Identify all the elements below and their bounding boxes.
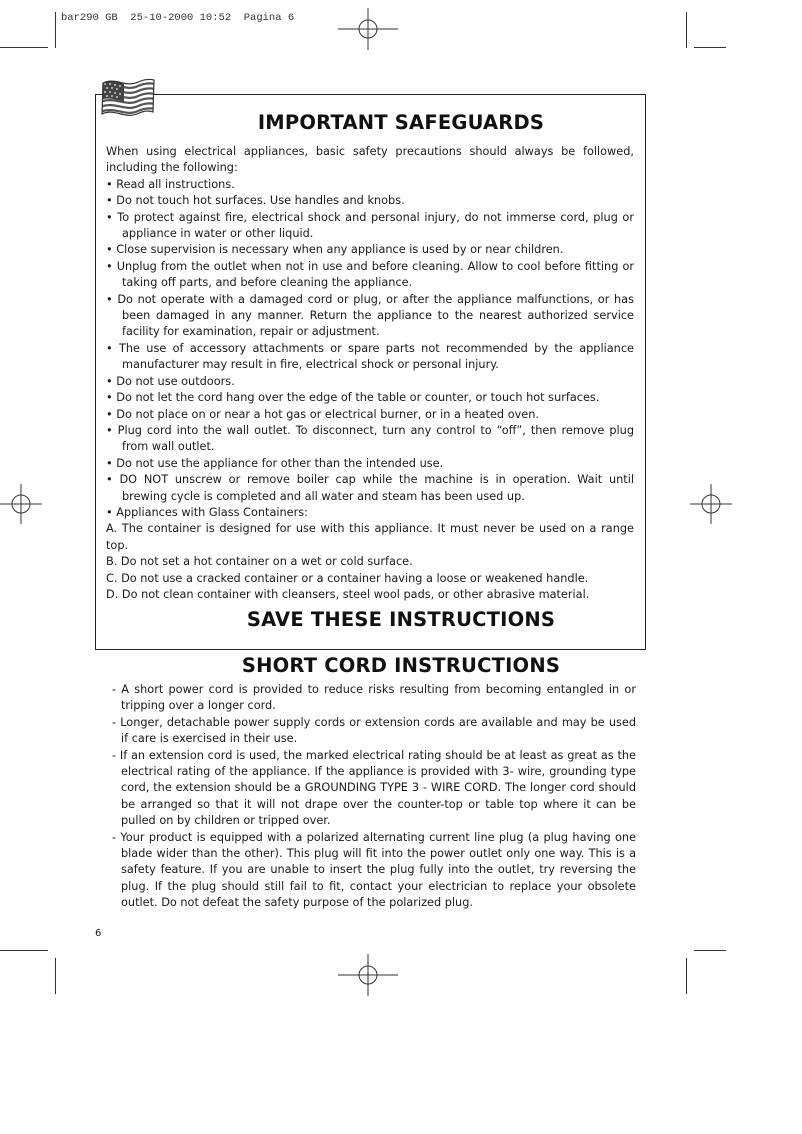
safeguard-item: • Close supervision is necessary when any appliance is used by or near children. <box>106 243 564 257</box>
safeguard-item: • DO NOT unscrew or remove boiler cap while the machine is in operation. Wait until brewing cycle is completed and all water and steam has been used up. <box>106 473 634 503</box>
save-instructions-title: SAVE THESE INSTRUCTIONS <box>246 608 556 631</box>
safeguard-item: • Appliances with Glass Containers: <box>106 505 308 519</box>
glass-item: A. The container is designed for use with this appliance. It must never be used on a range top. <box>106 522 634 552</box>
short-cord-content <box>104 682 636 912</box>
safeguard-item: • To protect against fire, electrical shock and personal injury, do not immerse cord, plug or appliance in water or other liquid. <box>106 210 634 241</box>
safeguard-item: • Unplug from the outlet when not in use and before cleaning. Allow to cool before fitting or taking off parts, and before cleaning the appliance. <box>106 259 634 290</box>
registration-mark-left <box>0 484 42 524</box>
short-cord-item: - If an extension cord is used, the marked electrical rating should be at least as great as the electrical rating of the appliance. If the appliance is provided with 3- wire, grounding type cord, the extension should be a GROUNDING TYPE 3 - WIRE CORD. The longer cord should be arranged so that it will not drape over the counter-top or table top where it can be pulled on by children or tripped over. <box>112 748 636 828</box>
safeguard-item: • Plug cord into the wall outlet. To disconnect, turn any control to “off”, then remove plug from wall outlet. <box>106 423 634 454</box>
crop-mark <box>0 950 48 951</box>
crop-mark <box>694 47 726 48</box>
safeguards-intro: When using electrical appliances, basic safety precautions should always be followed, including the following: <box>106 145 634 175</box>
short-cord-item: - A short power cord is provided to reduce risks resulting from becoming entangled in or tripping over a longer cord. <box>112 683 636 713</box>
crop-mark <box>694 950 726 951</box>
safeguard-item: • Do not let the cord hang over the edge of the table or counter, or touch hot surfaces. <box>106 391 600 405</box>
registration-mark-right <box>690 484 732 524</box>
page-number: 6 <box>95 928 102 939</box>
safeguard-item: • Do not touch hot surfaces. Use handles and knobs. <box>106 194 405 208</box>
safeguard-item: • Do not operate with a damaged cord or plug, or after the appliance malfunctions, or has been damaged in any manner. Return the appliance to the nearest authorized service facility for examination, repair or adjustment. <box>106 292 634 339</box>
crop-mark <box>686 958 687 994</box>
crop-mark <box>55 958 56 994</box>
crop-mark <box>686 12 687 48</box>
short-cord-item: - Your product is equipped with a polarized alternating current line plug (a plug having one blade wider than the other). This plug will fit into the power outlet only one way. This is a safety feature. If you are unable to insert the plug fully into the outlet, try reversing the plug. If the plug should still fail to fit, contact your electrician to replace your obsolete outlet. Do not defeat the safety purpose of the polarized plug. <box>112 830 636 910</box>
crop-mark <box>55 12 56 48</box>
glass-item: C. Do not use a cracked container or a container having a loose or weakened handle. <box>106 571 589 585</box>
crop-mark <box>0 47 48 48</box>
safeguards-title: IMPORTANT SAFEGUARDS <box>257 111 545 134</box>
short-cord-item: - Longer, detachable power supply cords or extension cords are available and may be used if care is exercised in their use. <box>112 715 636 746</box>
registration-mark-top <box>338 8 398 50</box>
glass-item: D. Do not clean container with cleansers, steel wool pads, or other abrasive material. <box>106 587 590 601</box>
printer-header: bar290 GB 25-10-2000 10:52 Pagina 6 <box>61 12 295 24</box>
safeguard-item: • Do not use outdoors. <box>106 374 235 388</box>
glass-item: B. Do not set a hot container on a wet or cold surface. <box>106 555 413 569</box>
registration-mark-bottom <box>338 954 398 996</box>
safeguards-content <box>106 144 634 603</box>
safeguard-item: • Do not place on or near a hot gas or electrical burner, or in a heated oven. <box>106 407 539 421</box>
safeguard-item: • Read all instructions. <box>106 177 235 191</box>
safeguard-item: • Do not use the appliance for other than the intended use. <box>106 456 444 470</box>
short-cord-title: SHORT CORD INSTRUCTIONS <box>241 654 561 677</box>
safeguard-item: • The use of accessory attachments or spare parts not recommended by the appliance manufacturer may result in fire, electrical shock or personal injury. <box>106 341 634 372</box>
